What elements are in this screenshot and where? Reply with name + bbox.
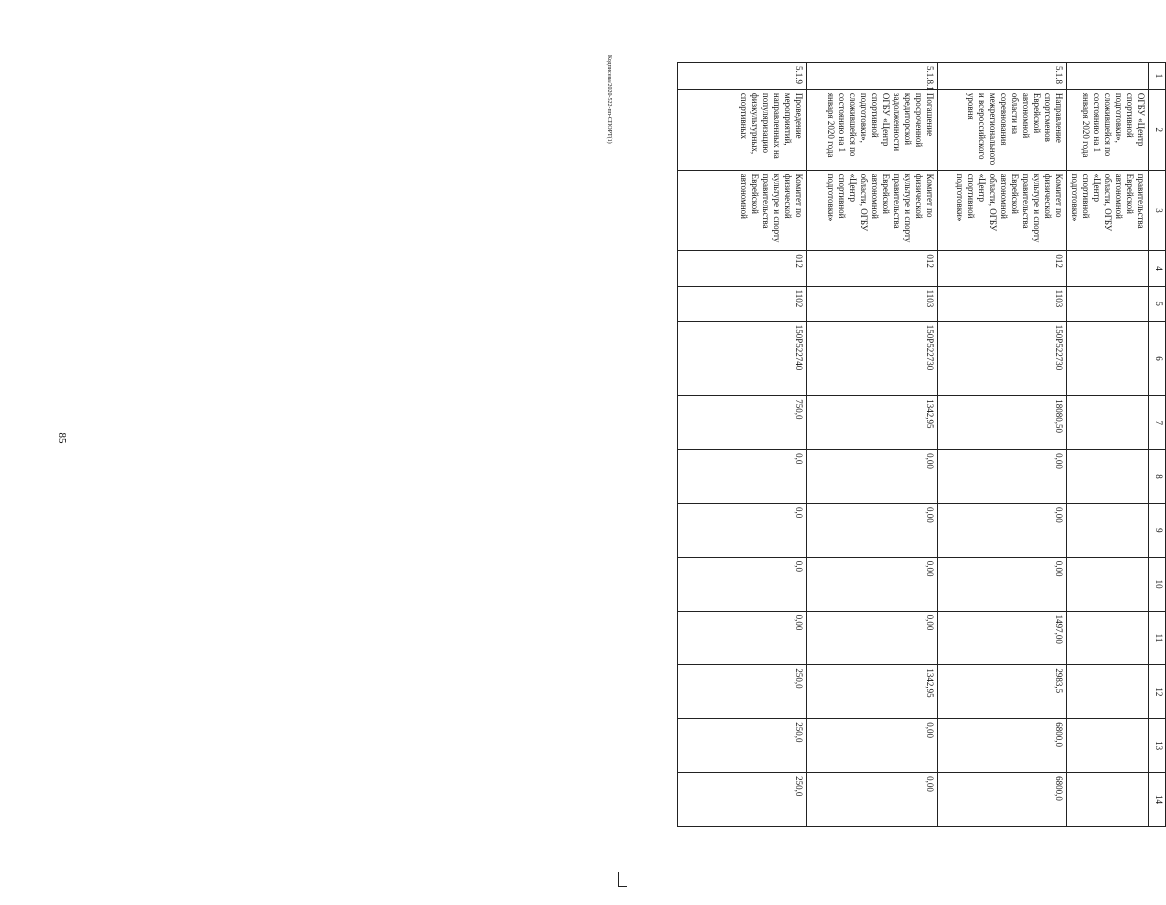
table-row <box>807 63 938 827</box>
row-value: 1342,95 <box>807 665 938 719</box>
corner-mark <box>618 872 627 887</box>
row-executor: Комитет по физической культуре и спорту правительства Еврейской автономной области, ОГБУ «Центр спортивной подготовки» <box>938 170 1067 251</box>
row-value <box>1067 450 1149 504</box>
header-cell: 3 <box>1149 170 1166 251</box>
row-number: 5.1.8.1 <box>807 63 938 90</box>
row-csr <box>1067 321 1149 396</box>
row-value: 0,00 <box>678 611 807 665</box>
row-value <box>1067 719 1149 773</box>
row-value: 1342,95 <box>807 396 938 450</box>
rotated-table-sheet <box>688 62 1166 827</box>
row-executor: правительства Еврейской автономной области, ОГБУ «Центр спортивной подготовки» <box>1067 170 1149 251</box>
row-name: Проведение мероприятий, направленных на популяризацию физкультурных, спортивных <box>678 89 807 170</box>
row-number <box>1067 63 1149 90</box>
header-cell: 6 <box>1149 321 1166 396</box>
row-grbs: 012 <box>807 251 938 286</box>
header-row <box>1149 63 1166 827</box>
row-executor: Комитет по физической культуре и спорту правительства Еврейской автономной области, ОГБУ «Центр спортивной подготовки» <box>807 170 938 251</box>
row-value: 1497,00 <box>938 611 1067 665</box>
row-value: 0,00 <box>807 719 938 773</box>
row-value <box>1067 773 1149 827</box>
row-value: 0,0 <box>678 503 807 557</box>
header-cell: 1 <box>1149 63 1166 90</box>
table-row <box>938 63 1067 827</box>
row-value: 0,00 <box>807 450 938 504</box>
row-grbs <box>1067 251 1149 286</box>
row-grbs: 012 <box>938 251 1067 286</box>
row-value: 250,0 <box>678 773 807 827</box>
header-cell: 5 <box>1149 286 1166 321</box>
row-value: 6800,0 <box>938 773 1067 827</box>
row-grbs: 012 <box>678 251 807 286</box>
header-cell: 13 <box>1149 719 1166 773</box>
row-executor: Комитет по физической культуре и спорту правительства Еврейской автономной <box>678 170 807 251</box>
row-value: 250,0 <box>678 719 807 773</box>
page-number: 85 <box>56 432 68 444</box>
row-value: 0,00 <box>938 503 1067 557</box>
budget-table <box>677 62 1166 827</box>
table-row <box>1067 63 1149 827</box>
row-number: 5.1.9 <box>678 63 807 90</box>
row-section: 1102 <box>678 286 807 321</box>
row-value: 6800,0 <box>938 719 1067 773</box>
header-cell: 4 <box>1149 251 1166 286</box>
row-value: 0,00 <box>807 557 938 611</box>
row-name: ОГБУ «Центр спортивной подготовки», сложившейся по состоянию на 1 января 2020 года <box>1067 89 1149 170</box>
row-name: Погашение просроченной кредиторской задолженности ОГБУ «Центр спортивной подготовки», сложившейся по состоянию на 1 января 2020 года <box>807 89 938 170</box>
row-value: 0,00 <box>807 611 938 665</box>
row-value: 0,00 <box>938 557 1067 611</box>
header-cell: 7 <box>1149 396 1166 450</box>
row-value: 18080,50 <box>938 396 1067 450</box>
row-value: 2983,5 <box>938 665 1067 719</box>
row-section: 1103 <box>807 286 938 321</box>
row-value <box>1067 557 1149 611</box>
row-value: 0,00 <box>807 773 938 827</box>
header-cell: 14 <box>1149 773 1166 827</box>
row-value: 0,0 <box>678 450 807 504</box>
row-value: 250,0 <box>678 665 807 719</box>
row-section: 1103 <box>938 286 1067 321</box>
row-value: 0,00 <box>938 450 1067 504</box>
header-cell: 11 <box>1149 611 1166 665</box>
header-cell: 10 <box>1149 557 1166 611</box>
table-row <box>678 63 807 827</box>
row-value <box>1067 611 1149 665</box>
row-csr: 150Р522730 <box>807 321 938 396</box>
row-value <box>1067 665 1149 719</box>
row-section <box>1067 286 1149 321</box>
row-value: 0,00 <box>807 503 938 557</box>
footer-note: Кодписева/2020-522-пп-СПОРТ(1) <box>606 55 612 144</box>
row-value <box>1067 396 1149 450</box>
row-csr: 150Р522740 <box>678 321 807 396</box>
row-value: 0,0 <box>678 557 807 611</box>
row-number: 5.1.8 <box>938 63 1067 90</box>
header-cell: 8 <box>1149 450 1166 504</box>
row-name: Направление спортсменов Еврейской автономной области на соревнования межрегионального и всероссийского уровня <box>938 89 1067 170</box>
row-csr: 150Р522730 <box>938 321 1067 396</box>
row-value <box>1067 503 1149 557</box>
row-value: 750,0 <box>678 396 807 450</box>
header-cell: 2 <box>1149 89 1166 170</box>
header-cell: 12 <box>1149 665 1166 719</box>
header-cell: 9 <box>1149 503 1166 557</box>
